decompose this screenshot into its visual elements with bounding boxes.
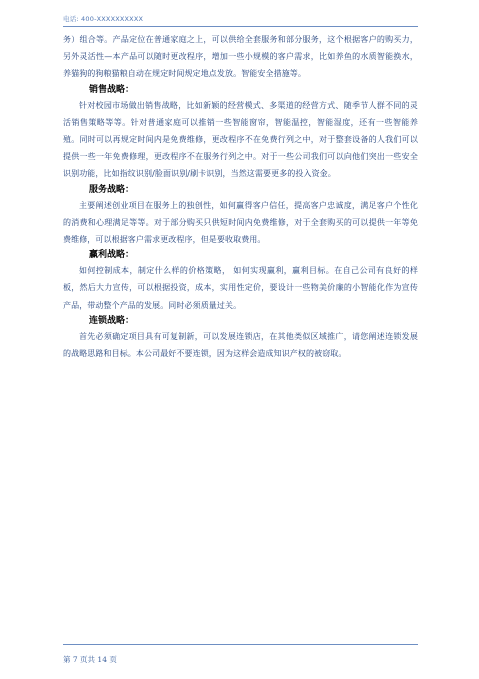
chain-paragraph: 首先必须确定项目具有可复制新，可以发展连锁店，在其他类似区域推广，请您阐述连锁发展的战略思路和目标。本公司最好不要连锁，因为这样会造成知识产权的被窃取。 [63, 331, 418, 359]
sales-paragraph: 针对校园市场做出销售战略，比如新颖的经营模式、多渠道的经营方式、随季节人群不同的灵活销售策略等等。针对普通家庭可以推销一些智能窗帘，智能温控，智能湿度，还有一些智能养殖。同时可以再规定时间内是免费维修，更改程序不在免费行列之中，对于整套设备的人我们可以提供一些一年免费修理，更改程序不在服务行列之中。对于一些公司我们可以向他们突出一些安全识别功能，比如指纹识别/脸面识别/刷卡识别，当然这需要更多的投入资金。 [63, 100, 418, 179]
profit-heading: 赢利战略： [89, 250, 135, 261]
intro-paragraph: 务）组合等。产品定位在普通家庭之上，可以供给全套服务和部分服务，这个根据客户的购买力，另外灵活性—本产品可以随时更改程序，增加一些小规模的客户需求，比如养鱼的水质智能换水，养猫狗的狗粮猫粮自动在规定时间规定地点发放。智能安全措施等。 [63, 35, 418, 79]
page-content [63, 31, 418, 362]
page-header [63, 14, 418, 27]
service-paragraph: 主要阐述创业项目在服务上的独创性，如何赢得客户信任，提高客户忠诚度，满足客户个性化的消费和心理满足等等。对于部分购买只供短时间内免费维修，对于全套购买的可以提供一年等免费维修，可以根据客户需求更改程序，但是要收取费用。 [63, 200, 418, 245]
page-footer [63, 644, 418, 666]
sales-heading: 销售战略： [89, 84, 135, 95]
page-number: 第 7 页共 14 页 [63, 655, 117, 664]
chain-heading: 连锁战略： [89, 315, 135, 326]
profit-paragraph: 如何控制成本，制定什么样的价格策略， 如何实现赢利，赢利目标。在自己公司有良好的样板，然后大力宣传，可以根据投资，成本，实用性定价，要设计一些物美价廉的小智能化作为宣传产品，带动整个产品的发展。同时必须质量过关。 [63, 266, 418, 310]
service-heading: 服务战略： [89, 184, 135, 195]
header-phone: 电话: 400-XXXXXXXXXX [63, 15, 144, 23]
